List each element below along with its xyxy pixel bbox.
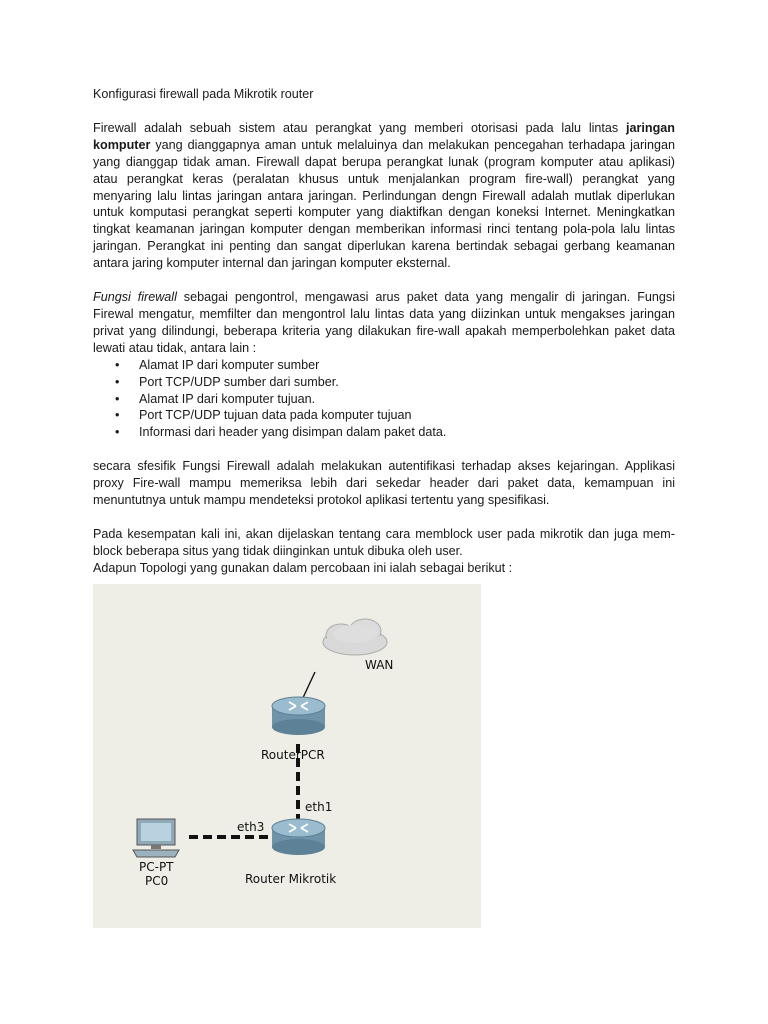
- paragraph-topology-intro: Adapun Topologi yang gunakan dalam percobaan ini ialah sebagai berikut :: [93, 560, 513, 575]
- routerpcr-label: RouterPCR: [261, 748, 325, 762]
- paragraph-italic-term: Fungsi firewall: [93, 290, 177, 305]
- bullet-icon: •: [115, 391, 120, 406]
- paragraph-firewall-function: [93, 289, 675, 357]
- list-item: [115, 424, 675, 441]
- paragraph-rest-text: yang dianggapnya aman untuk melaluinya dan melakukan pencegahan terhadapa jaringan yang dianggap tidak aman. Firewall dapat berupa perangkat lunak (program komputer atau aplikasi) atau perangkat keras (peralatan khusus untuk menjalankan program fire-wall) perangkat yang menyaring lalu lintas jaringan antara jaringan. Perlindungan dengn Firewall adalah mutlak diperlukan untuk komputasi perangkat seperti komputer yang diaktifkan dengan koneksi Internet. Meningkatkan tingkat keamanan jaringan komputer dengan memberikan informasi rinci tentang pola-pola lalu lintas jaringan. Perangkat ini penting dan sangat diperlukan karena bertindak sebagai gerbang keamanan antara jaring komputer internal dan jaringan komputer eksternal.: [93, 137, 675, 271]
- list-item: [115, 374, 675, 391]
- wan-label: WAN: [365, 658, 394, 672]
- pc-label-type: PC-PT: [139, 860, 174, 874]
- list-item-text: Alamat IP dari komputer sumber: [139, 357, 320, 372]
- paragraph-lead-text: Firewall adalah sebuah sistem atau perangkat yang memberi otorisasi pada lalu lintas: [93, 120, 626, 135]
- bullet-icon: •: [115, 357, 120, 372]
- document-title: Konfigurasi firewall pada Mikrotik router: [93, 87, 314, 101]
- list-item: [115, 407, 675, 424]
- list-item-text: Port TCP/UDP sumber dari sumber.: [139, 374, 339, 389]
- list-item-text: Informasi dari header yang disimpan dalam paket data.: [139, 425, 447, 440]
- pc-icon: [133, 819, 179, 857]
- paragraph-specific-function: secara sfesifik Fungsi Firewall adalah melakukan autentifikasi terhadap akses kejaringan. Applikasi proxy Fire-wall mampu memeriksa lebih dari sekedar header dari paket data, kemampuan ini menuntutnya untuk mampu mendeteksi protokol aplikasi tertentu yang spesifikasi.: [93, 459, 675, 508]
- bullet-icon: •: [115, 408, 120, 423]
- network-topology-diagram: [93, 584, 481, 928]
- pc-label-name: PC0: [145, 874, 169, 888]
- cloud-icon: [323, 619, 387, 655]
- paragraph-rest-text: sebagai pengontrol, mengawasi arus paket data yang mengalir di jaringan. Fungsi Firewal mengatur, memfilter dan mengontrol lalu lintas data yang diizinkan untuk mengakses jaringan privat yang dilindungi, beberapa kriteria yang dilakukan fire-wall apakah memperbolehkan paket data lewati atau tidak, antara lain :: [93, 290, 676, 355]
- list-item: [115, 357, 675, 374]
- list-item-text: Port TCP/UDP tujuan data pada komputer tujuan: [139, 408, 412, 423]
- bullet-icon: •: [115, 425, 120, 440]
- document-body: [93, 86, 675, 577]
- list-item: [115, 391, 675, 408]
- paragraph-firewall-definition: [93, 120, 675, 272]
- criteria-list: [93, 357, 675, 442]
- router-icon: [272, 697, 325, 735]
- router-icon: [272, 819, 325, 855]
- paragraph-bold-term: jaringan komputer: [93, 120, 675, 152]
- router-mikrotik-label: Router Mikrotik: [245, 872, 337, 886]
- bullet-icon: •: [115, 374, 120, 389]
- eth1-label: eth1: [305, 800, 333, 814]
- eth3-label: eth3: [237, 820, 265, 834]
- list-item-text: Alamat IP dari komputer tujuan.: [139, 391, 316, 406]
- paragraph-block-intro: Pada kesempatan kali ini, akan dijelaskan tentang cara memblock user pada mikrotik dan juga mem-block beberapa situs yang tidak diinginkan untuk dibuka oleh user.: [93, 526, 675, 558]
